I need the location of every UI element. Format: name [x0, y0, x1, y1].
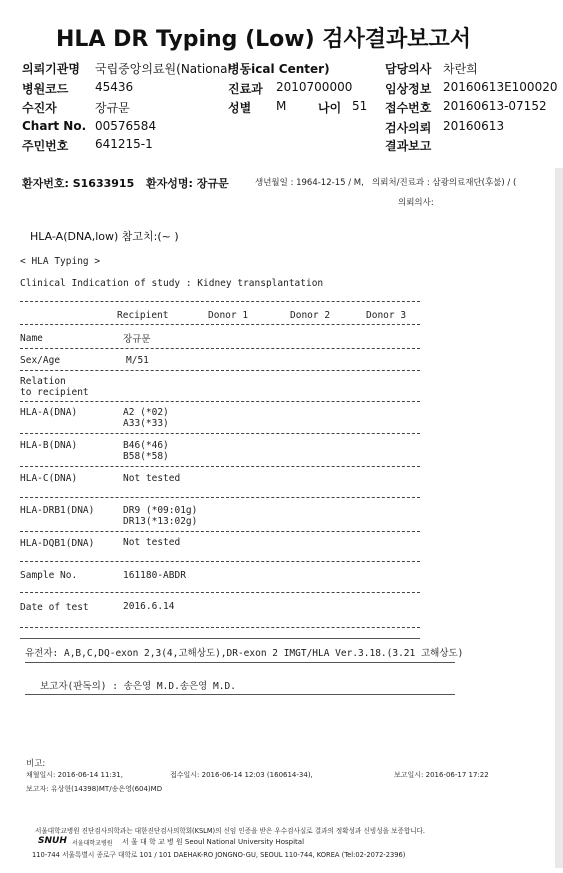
rrn-label: 주민번호 — [22, 139, 69, 153]
row-value-2: A33(*33) — [123, 418, 169, 429]
report-title: HLA DR Typing (Low) 검사결과보고서 — [56, 27, 472, 52]
dept-value: 2010700000 — [276, 80, 353, 94]
address: 110-744 서울특별시 종로구 대학로 101 / 101 DAEHAK-RO JONGNO-GU, SEOUL 110-744, KOREA (Tel:02-2072-2396) — [32, 851, 406, 859]
row-label: HLA-DQB1(DNA) — [20, 538, 95, 549]
col-donor3: Donor 3 — [366, 310, 407, 321]
row-value: B46(*46) — [123, 440, 169, 451]
indication: Clinical Indication of study : Kidney transplantation — [20, 278, 324, 289]
dob: 생년월일 : 1964-12-15 / M, — [255, 178, 364, 188]
row-divider — [20, 466, 420, 467]
hla-a-heading: HLA-A(DNA,low) 참고치:(~ ) — [30, 230, 179, 243]
received-time: 접수일시: 2016-06-14 12:03 (160614-34), — [170, 771, 313, 779]
row-value: 장규문 — [123, 334, 151, 345]
row-label: HLA-B(DNA) — [20, 440, 78, 451]
referral: 의뢰처/진료과 : 삼광의료재단(후불) / ( — [372, 178, 517, 188]
row-value: DR9 (*09:01g) — [123, 505, 198, 516]
chart-value: 00576584 — [95, 119, 157, 133]
hosp-code-value: 45436 — [95, 80, 134, 94]
snuh-logo-sub: 서울대학교병원 — [72, 840, 113, 847]
row-divider — [20, 497, 420, 498]
reported-time: 보고일시: 2016-06-17 17:22 — [394, 771, 489, 779]
section-divider — [25, 662, 455, 663]
section-divider — [20, 638, 420, 639]
row-label: HLA-A(DNA) — [20, 407, 78, 418]
sex-value: M — [276, 99, 287, 113]
row-value: Not tested — [123, 537, 181, 548]
col-donor2: Donor 2 — [290, 310, 331, 321]
patient-label: 수진자 — [22, 101, 57, 115]
section-divider — [25, 694, 455, 695]
row-divider — [20, 370, 420, 371]
clinical-label: 임상정보 — [385, 82, 432, 96]
overlap-text: 병동ical Center) — [228, 62, 330, 76]
rrn-value: 641215-1 — [95, 137, 153, 151]
row-label: Sample No. — [20, 570, 78, 581]
age-value: 51 — [352, 99, 368, 113]
col-donor1: Donor 1 — [208, 310, 249, 321]
row-value: A2 (*02) — [123, 407, 169, 418]
patient-value: 장규문 — [95, 101, 130, 115]
org-label: 의뢰기관명 — [22, 62, 80, 76]
row-label: HLA-C(DNA) — [20, 473, 78, 484]
typing-label: < HLA Typing > — [20, 256, 101, 267]
row-divider — [20, 531, 420, 532]
gene-note: 유전자: A,B,C,DQ-exon 2,3(4,고해상도),DR-exon 2 IMGT/HLA Ver.3.18.(3.21 고해상도) — [25, 648, 464, 659]
row-divider — [20, 561, 420, 562]
snuh-logo: SNUH — [38, 836, 67, 846]
sex-label: 성별 — [228, 101, 252, 115]
sampled-time: 채혈일시: 2016-06-14 11:31, — [26, 771, 123, 779]
ref-doctor: 의뢰의사: — [398, 198, 434, 208]
row-value-2: B58(*58) — [123, 451, 169, 462]
receipt-label: 접수번호 — [385, 101, 432, 115]
doctor-value: 차란희 — [443, 62, 478, 76]
dept-label: 진료과 — [228, 82, 263, 96]
row-value: M/51 — [126, 355, 149, 366]
doctor-label: 담당의사 — [385, 62, 432, 76]
request-label: 검사의뢰 — [385, 121, 432, 135]
row-label: Name — [20, 333, 43, 344]
row-label: Sex/Age — [20, 355, 61, 366]
remark-label: 비고: — [26, 759, 46, 769]
row-value: 2016.6.14 — [123, 601, 175, 612]
report-label: 결과보고 — [385, 139, 432, 153]
reporter-line: 보고자: 유상현(14398)MT/송은영(604)MD — [26, 785, 163, 793]
col-recipient: Recipient — [117, 310, 169, 321]
hosp-code-label: 병원코드 — [22, 82, 69, 96]
reporter: 보고자(판독의) : 송은영 M.D.송은영 M.D. — [40, 681, 236, 692]
row-value: 161180-ABDR — [123, 570, 186, 581]
org-value: 국립중앙의료원(National — [95, 62, 231, 76]
certification: 서울대학교병원 진단검사의학과는 대한진단검사의학회(KSLM)의 신임 인증을 받은 우수검사실로 결과의 정확성과 신빙성을 보증합니다. — [35, 827, 426, 835]
divider — [20, 324, 420, 325]
receipt-value: 20160613-07152 — [443, 99, 547, 113]
row-label-cont: to recipient — [20, 387, 89, 398]
scanned-report — [10, 168, 555, 863]
scan-edge — [555, 168, 563, 868]
row-divider — [20, 627, 420, 628]
row-divider — [20, 401, 420, 402]
request-value: 20160613 — [443, 119, 505, 133]
row-divider — [20, 592, 420, 593]
divider — [20, 301, 420, 302]
age-label: 나이 — [318, 101, 342, 115]
hospital-name: 서 울 대 학 교 병 원 Seoul National University Hospital — [122, 838, 305, 846]
row-divider — [20, 348, 420, 349]
row-label: Date of test — [20, 602, 89, 613]
row-value-2: DR13(*13:02g) — [123, 516, 198, 527]
row-divider — [20, 433, 420, 434]
patient-name: 환자성명: 장규문 — [146, 177, 229, 190]
row-value: Not tested — [123, 473, 181, 484]
clinical-value: 20160613E100020 — [443, 80, 558, 94]
chart-label: Chart No. — [22, 119, 87, 133]
row-label: HLA-DRB1(DNA) — [20, 505, 95, 516]
patient-no: 환자번호: S1633915 — [22, 177, 135, 190]
row-label: Relation — [20, 376, 66, 387]
